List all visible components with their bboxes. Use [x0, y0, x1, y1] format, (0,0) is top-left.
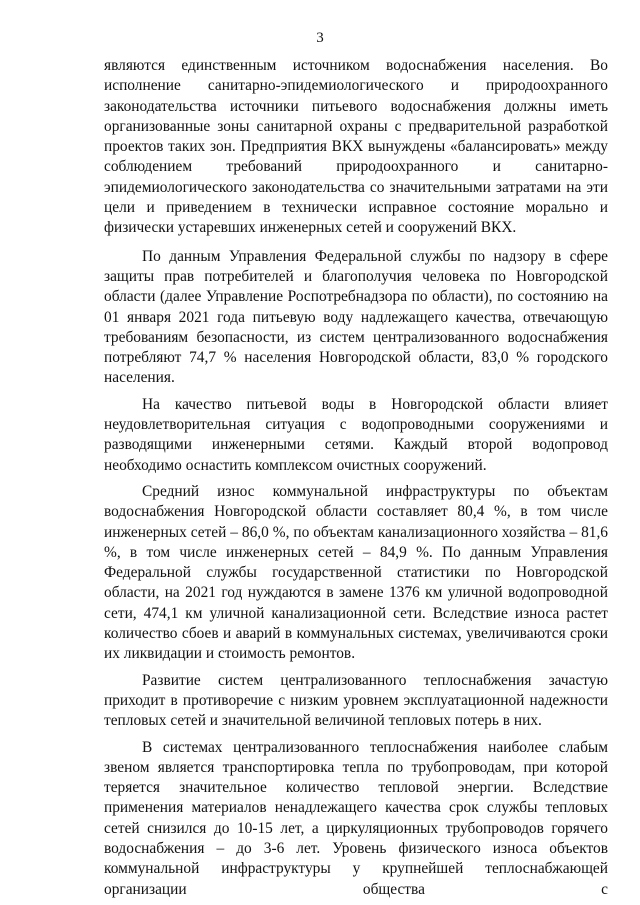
body-text: [104, 56, 608, 900]
paragraph-rospotrebnadzor: По данным Управления Федеральной службы по надзору в сфере защиты прав потребителей и благополучия человека по Новгородской области (далее Управление Роспотребнадзора по области), по состоянию на 01 января 2021 года питьевую воду надлежащего качества, отвечающую требованиям безопасности, из систем централизованного водоснабжения потребляют 74,7 % населения Новгородской области, 83,0 % городского населения.: [104, 247, 608, 387]
paragraph-heat-supply: Развитие систем централизованного теплоснабжения зачастую приходит в противоречие с низким уровнем эксплуатационной надежности тепловых сетей и значительной величиной тепловых потерь в них.: [104, 671, 608, 730]
page-number: 3: [316, 30, 324, 46]
paragraph-continuation: являются единственным источником водоснабжения населения. Во исполнение санитарно-эпидемиологического и природоохранного законодательства источники питьевого водоснабжения должны иметь организованные зоны санитарной охраны с предварительной разработкой проектов таких зон. Предприятия ВКХ вынуждены «балансировать» между соблюдением требований природоохранного и санитарно-эпидемиологического законодательства со значительными затратами на эти цели и приведением в технически исправное состояние морально и физически устаревших инженерных сетей и сооружений ВКХ.: [104, 57, 608, 237]
paragraph-infrastructure-wear: Средний износ коммунальной инфраструктуры по объектам водоснабжения Новгородской области составляет 80,4 %, в том числе инженерных сетей – 86,0 %, по объектам канализационного хозяйства – 81,6 %, в том числе инженерных сетей – 84,9 %. По данным Управления Федеральной службы государственной статистики по Новгородской области, на 2021 год нуждаются в замене 1376 км уличной водопроводной сети, 474,1 км уличной канализационной сети. Вследствие износа растет количество сбоев и аварий в коммунальных системах, увеличиваются сроки их ликвидации и стоимость ремонтов.: [104, 482, 608, 663]
paragraph-heat-transport: В системах централизованного теплоснабжения наиболее слабым звеном является транспортировка тепла по трубопроводам, при которой теряется значительное количество тепловой энергии. Вследствие применения материалов ненадлежащего качества срок службы тепловых сетей снизился до 10-15 лет, а циркуляционных трубопроводов горячего водоснабжения – до 3-6 лет. Уровень физического износа объектов коммунальной инфраструктуры у крупнейшей теплоснабжающей организации общества с: [104, 738, 608, 898]
paragraph-water-quality: На качество питьевой воды в Новгородской области влияет неудовлетворительная ситуация с водопроводными сооружениями и разводящими инженерными сетями. Каждый второй водопровод необходимо оснастить комплексом очистных сооружений.: [104, 395, 608, 474]
